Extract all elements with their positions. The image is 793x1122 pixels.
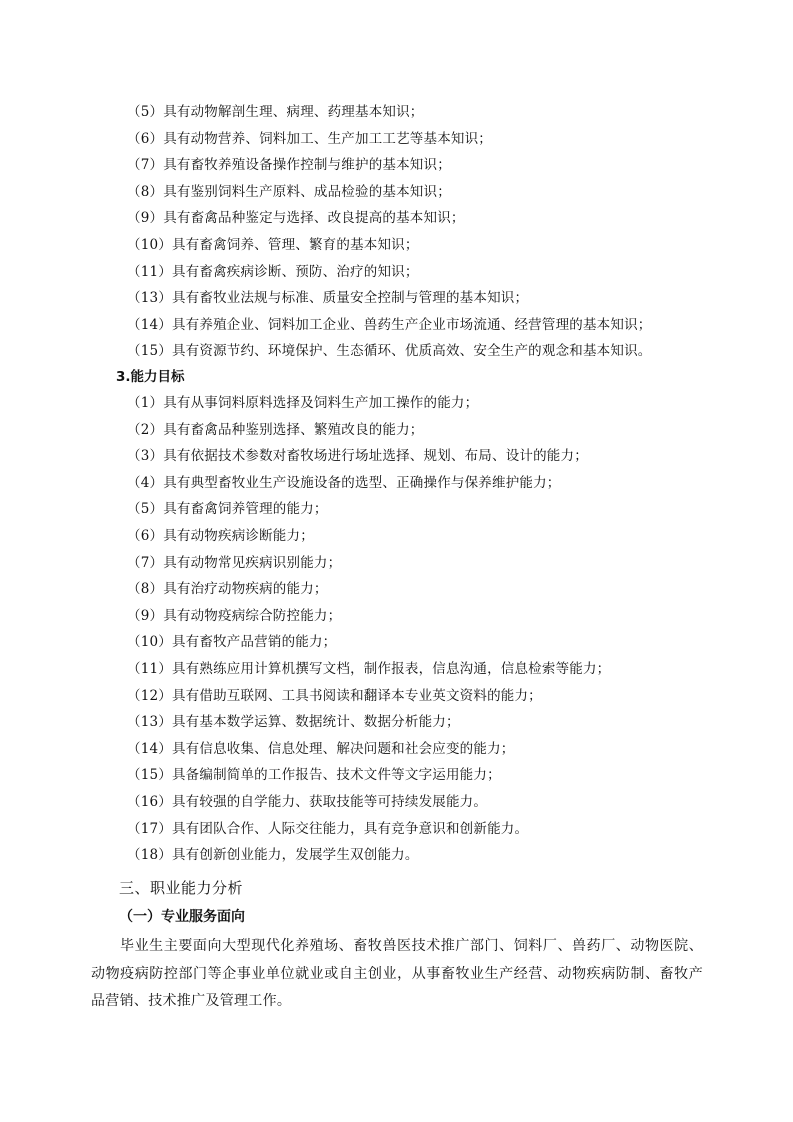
subsection-title: （一）专业服务面向: [119, 909, 245, 925]
list-item: （18）具有创新创业能力，发展学生双创能力。: [127, 847, 419, 864]
list-item: （8）具有治疗动物疾病的能力；: [127, 581, 328, 598]
list-item: （12）具有借助互联网、工具书阅读和翻译本专业英文资料的能力；: [127, 687, 542, 704]
list-item: （9）具有畜禽品种鉴定与选择、改良提高的基本知识；: [127, 210, 465, 227]
list-item: （17）具有团队合作、人际交往能力，具有竞争意识和创新能力。: [127, 820, 529, 837]
list-item: （15）具备编制简单的工作报告、技术文件等文字运用能力；: [127, 767, 501, 784]
list-item: （16）具有较强的自学能力、获取技能等可持续发展能力。: [127, 793, 488, 810]
section-title: 三、职业能力分析: [119, 879, 244, 897]
list-item: （10）具有畜禽饲养、管理、繁育的基本知识；: [127, 236, 419, 253]
list-item: （15）具有资源节约、环境保护、生态循环、优质高效、安全生产的观念和基本知识。: [127, 343, 652, 360]
ability-heading: 3.能力目标: [116, 369, 185, 385]
list-item: （1）具有从事饲料原料选择及饲料生产加工操作的能力；: [127, 395, 479, 411]
list-item: （2）具有畜禽品种鉴别选择、繁殖改良的能力；: [127, 421, 424, 438]
list-item: （13）具有基本数学运算、数据统计、数据分析能力；: [127, 714, 460, 731]
list-item: （7）具有动物常见疾病识别能力；: [127, 554, 342, 571]
list-item: （5）具有动物解剖生理、病理、药理基本知识；: [127, 104, 424, 120]
list-item: （11）具有熟练应用计算机撰写文档，制作报表，信息沟通，信息检索等能力；: [127, 660, 611, 677]
list-item: （7）具有畜牧养殖设备操作控制与维护的基本知识；: [127, 157, 451, 174]
list-item: （14）具有养殖企业、饲料加工企业、兽药生产企业市场流通、经营管理的基本知识；: [127, 316, 652, 333]
list-item: （10）具有畜牧产品营销的能力；: [127, 634, 337, 651]
list-item: （6）具有动物营养、饲料加工、生产加工工艺等基本知识；: [127, 130, 492, 147]
list-item: （9）具有动物疫病综合防控能力；: [127, 607, 342, 624]
list-item: （13）具有畜牧业法规与标准、质量安全控制与管理的基本知识；: [127, 290, 529, 307]
body-paragraph: 毕业生主要面向大型现代化养殖场、畜牧兽医技术推广部门、饲料厂、兽药厂、动物医院、动物疫病防控部门等企事业单位就业或自主创业，从事畜牧业生产经营、动物疾病防制、畜牧产品营销、技术推广及管理工作。: [91, 938, 703, 1009]
list-item: （6）具有动物疾病诊断能力；: [127, 527, 314, 544]
knowledge-list: [127, 99, 687, 365]
list-item: （5）具有畜禽饲养管理的能力；: [127, 501, 328, 518]
list-item: （3）具有依据技术参数对畜牧场进行场址选择、规划、布局、设计的能力；: [127, 448, 588, 465]
list-item: （14）具有信息收集、信息处理、解决问题和社会应变的能力；: [127, 740, 515, 757]
ability-list: [127, 390, 687, 869]
list-item: （11）具有畜禽疾病诊断、预防、治疗的知识；: [127, 263, 419, 280]
list-item: （8）具有鉴别饲料生产原料、成品检验的基本知识；: [127, 183, 451, 200]
list-item: （4）具有典型畜牧业生产设施设备的选型、正确操作与保养维护能力；: [127, 474, 561, 491]
